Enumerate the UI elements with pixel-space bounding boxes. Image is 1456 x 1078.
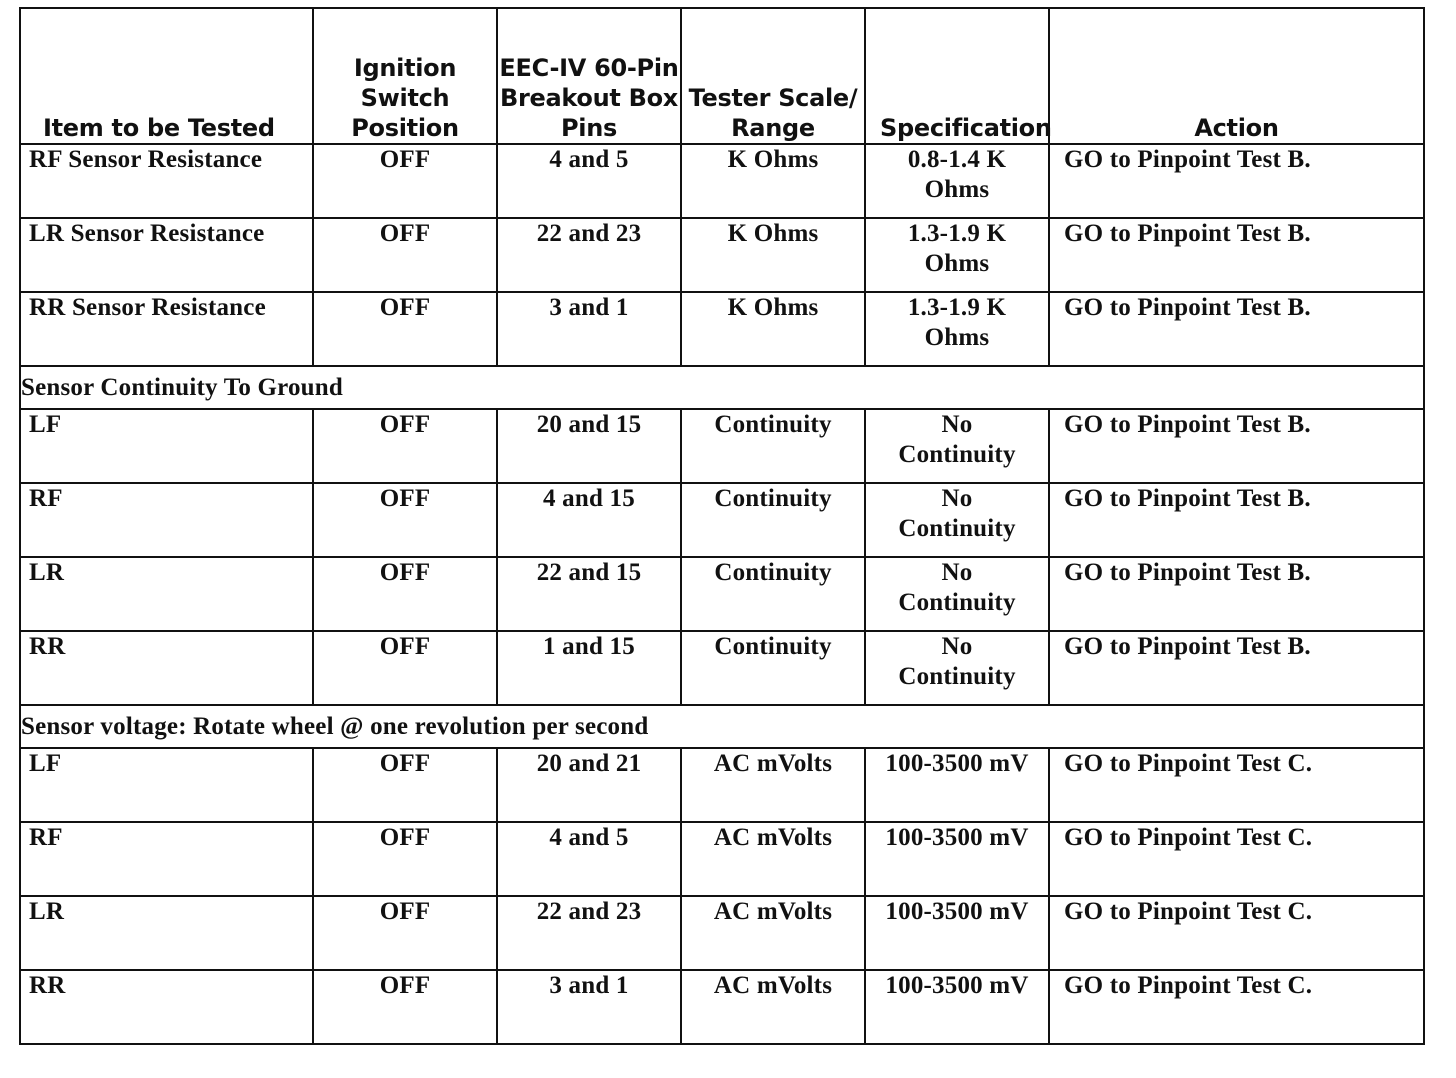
- cell-item: RF: [20, 822, 313, 896]
- header-action: Action: [1049, 8, 1424, 144]
- cell-pins: 22 and 23: [497, 896, 681, 970]
- cell-action: GO to Pinpoint Test B.: [1049, 631, 1424, 705]
- cell-action: GO to Pinpoint Test C.: [1049, 896, 1424, 970]
- section-row-continuity: [20, 366, 1424, 409]
- cell-item: LR: [20, 557, 313, 631]
- cell-item: RR: [20, 631, 313, 705]
- cell-scale: AC mVolts: [681, 896, 865, 970]
- cell-specification: 100-3500 mV: [865, 748, 1049, 822]
- cell-item: RF Sensor Resistance: [20, 144, 313, 218]
- cell-specification: No Continuity: [865, 409, 1049, 483]
- cell-action: GO to Pinpoint Test B.: [1049, 483, 1424, 557]
- cell-ignition: OFF: [313, 292, 497, 366]
- table-header-row: [20, 8, 1424, 144]
- table-row: [20, 218, 1424, 292]
- cell-item: RR: [20, 970, 313, 1044]
- cell-scale: K Ohms: [681, 144, 865, 218]
- cell-specification: 100-3500 mV: [865, 896, 1049, 970]
- cell-pins: 4 and 5: [497, 822, 681, 896]
- cell-specification: 1.3-1.9 K Ohms: [865, 292, 1049, 366]
- cell-item: LF: [20, 748, 313, 822]
- table-row: [20, 748, 1424, 822]
- section-row-voltage: [20, 705, 1424, 748]
- header-tester-scale-range: Tester Scale/ Range: [681, 8, 865, 144]
- cell-specification: No Continuity: [865, 631, 1049, 705]
- table-row: [20, 409, 1424, 483]
- cell-ignition: OFF: [313, 409, 497, 483]
- cell-scale: AC mVolts: [681, 748, 865, 822]
- cell-action: GO to Pinpoint Test B.: [1049, 218, 1424, 292]
- table-row: [20, 631, 1424, 705]
- table-row: [20, 144, 1424, 218]
- cell-item: RF: [20, 483, 313, 557]
- header-breakout-box-pins: EEC-IV 60-Pin Breakout Box Pins: [497, 8, 681, 144]
- cell-action: GO to Pinpoint Test C.: [1049, 748, 1424, 822]
- table-row: [20, 970, 1424, 1044]
- cell-pins: 3 and 1: [497, 970, 681, 1044]
- cell-ignition: OFF: [313, 631, 497, 705]
- cell-scale: AC mVolts: [681, 970, 865, 1044]
- table-row: [20, 483, 1424, 557]
- cell-ignition: OFF: [313, 483, 497, 557]
- cell-pins: 1 and 15: [497, 631, 681, 705]
- table-row: [20, 557, 1424, 631]
- cell-scale: K Ohms: [681, 292, 865, 366]
- table-row: [20, 822, 1424, 896]
- cell-action: GO to Pinpoint Test B.: [1049, 144, 1424, 218]
- header-ignition-switch-position: Ignition Switch Position: [313, 8, 497, 144]
- cell-specification: 0.8-1.4 K Ohms: [865, 144, 1049, 218]
- cell-pins: 20 and 15: [497, 409, 681, 483]
- cell-ignition: OFF: [313, 218, 497, 292]
- cell-pins: 4 and 15: [497, 483, 681, 557]
- cell-action: GO to Pinpoint Test B.: [1049, 409, 1424, 483]
- section-title: Sensor voltage: Rotate wheel @ one revolution per second: [20, 705, 1424, 748]
- cell-pins: 22 and 15: [497, 557, 681, 631]
- cell-specification: 100-3500 mV: [865, 970, 1049, 1044]
- cell-specification: 100-3500 mV: [865, 822, 1049, 896]
- header-item-to-be-tested: Item to be Tested: [20, 8, 313, 144]
- cell-pins: 20 and 21: [497, 748, 681, 822]
- cell-ignition: OFF: [313, 144, 497, 218]
- cell-scale: Continuity: [681, 557, 865, 631]
- cell-specification: No Continuity: [865, 557, 1049, 631]
- cell-action: GO to Pinpoint Test C.: [1049, 822, 1424, 896]
- cell-action: GO to Pinpoint Test B.: [1049, 557, 1424, 631]
- cell-ignition: OFF: [313, 822, 497, 896]
- header-specification: Specification: [865, 8, 1049, 144]
- cell-scale: Continuity: [681, 409, 865, 483]
- cell-item: RR Sensor Resistance: [20, 292, 313, 366]
- cell-ignition: OFF: [313, 557, 497, 631]
- cell-item: LR Sensor Resistance: [20, 218, 313, 292]
- cell-ignition: OFF: [313, 970, 497, 1044]
- table-row: [20, 896, 1424, 970]
- cell-scale: K Ohms: [681, 218, 865, 292]
- cell-pins: 4 and 5: [497, 144, 681, 218]
- table-row: [20, 292, 1424, 366]
- cell-item: LR: [20, 896, 313, 970]
- sensor-test-table: [19, 7, 1425, 1045]
- cell-scale: Continuity: [681, 483, 865, 557]
- cell-specification: 1.3-1.9 K Ohms: [865, 218, 1049, 292]
- cell-scale: AC mVolts: [681, 822, 865, 896]
- cell-specification: No Continuity: [865, 483, 1049, 557]
- cell-item: LF: [20, 409, 313, 483]
- cell-pins: 3 and 1: [497, 292, 681, 366]
- cell-ignition: OFF: [313, 748, 497, 822]
- cell-action: GO to Pinpoint Test B.: [1049, 292, 1424, 366]
- cell-scale: Continuity: [681, 631, 865, 705]
- cell-pins: 22 and 23: [497, 218, 681, 292]
- cell-action: GO to Pinpoint Test C.: [1049, 970, 1424, 1044]
- section-title: Sensor Continuity To Ground: [20, 366, 1424, 409]
- cell-ignition: OFF: [313, 896, 497, 970]
